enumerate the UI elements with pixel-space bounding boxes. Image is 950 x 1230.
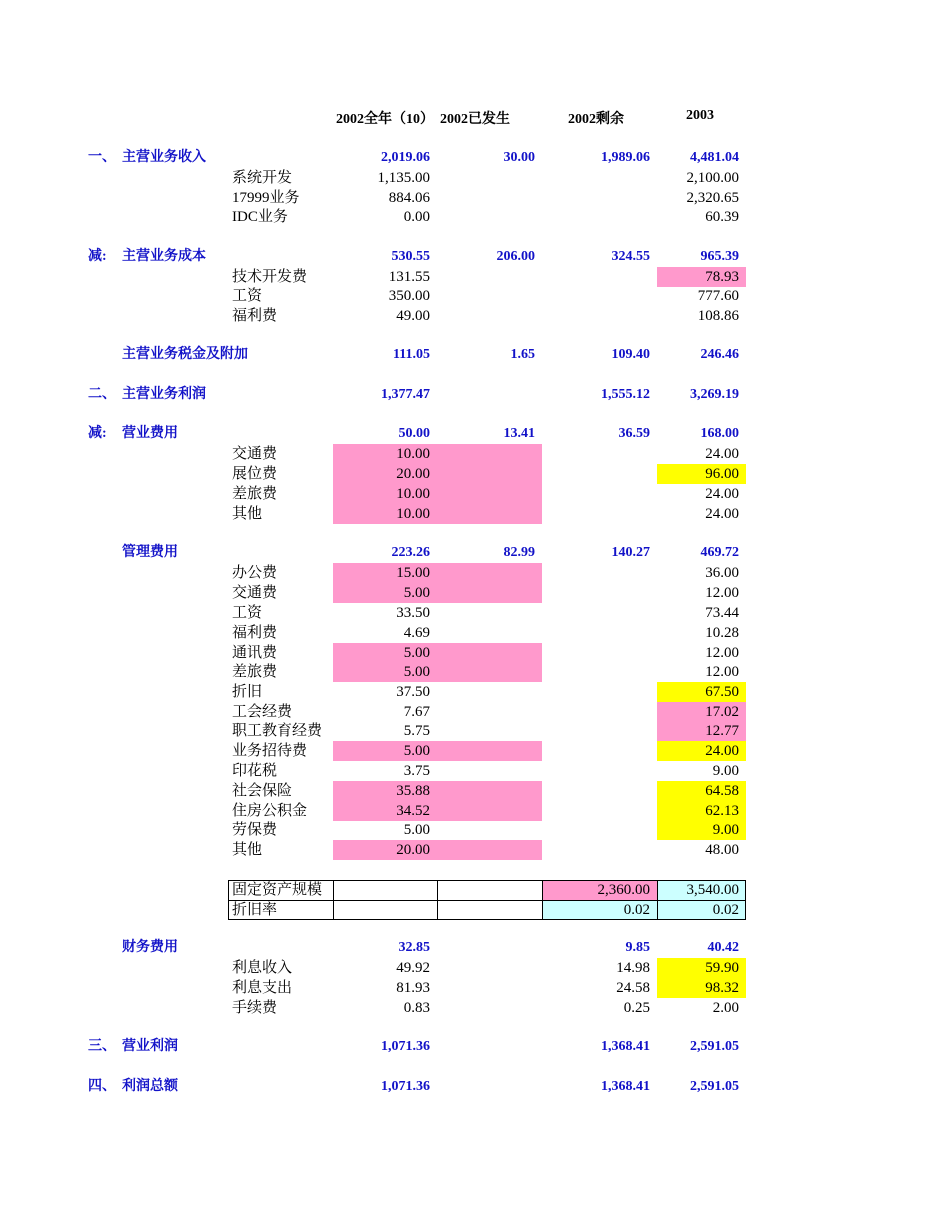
value-cell: 2,019.06 bbox=[381, 150, 430, 165]
operating-profit-row bbox=[0, 1037, 950, 1057]
value-cell: 1,555.12 bbox=[601, 387, 650, 402]
row-label: 折旧率 bbox=[232, 902, 278, 918]
value-cell: 0.83 bbox=[403, 1000, 430, 1016]
total-profit-row bbox=[0, 1077, 950, 1097]
value-cell: 35.88 bbox=[333, 781, 437, 801]
highlight-cell bbox=[437, 583, 542, 603]
value-cell: 40.42 bbox=[707, 940, 739, 955]
row-label: 差旅费 bbox=[232, 486, 278, 502]
table-row bbox=[0, 721, 950, 741]
profit-title: 主营业务利润 bbox=[122, 387, 206, 402]
tax-title: 主营业务税金及附加 bbox=[122, 347, 248, 362]
value-cell: 884.06 bbox=[388, 190, 430, 206]
value-cell: 1,989.06 bbox=[601, 150, 650, 165]
selling-title: 营业费用 bbox=[122, 426, 178, 441]
table-row bbox=[0, 444, 950, 464]
value-cell: 34.52 bbox=[333, 801, 437, 821]
value-cell: 2,591.05 bbox=[690, 1039, 739, 1054]
value-cell: 4.69 bbox=[403, 625, 430, 641]
value-cell: 0.02 bbox=[657, 900, 746, 920]
value-cell: 2,320.65 bbox=[686, 190, 739, 206]
value-cell: 60.39 bbox=[705, 209, 739, 225]
value-cell: 67.50 bbox=[657, 682, 746, 702]
row-label: IDC业务 bbox=[232, 209, 288, 225]
row-label: 办公费 bbox=[232, 565, 278, 581]
table-row bbox=[0, 781, 950, 801]
value-cell: 1,368.41 bbox=[601, 1039, 650, 1054]
table-row bbox=[0, 801, 950, 821]
revenue-title: 主营业务收入 bbox=[122, 150, 206, 165]
value-cell: 73.44 bbox=[705, 605, 739, 621]
row-label: 业务招待费 bbox=[232, 743, 308, 759]
value-cell: 5.00 bbox=[403, 822, 430, 838]
highlight-cell bbox=[437, 801, 542, 821]
value-cell: 4,481.04 bbox=[690, 150, 739, 165]
highlight-cell bbox=[437, 563, 542, 583]
value-cell: 20.00 bbox=[333, 464, 437, 484]
value-cell: 350.00 bbox=[388, 288, 430, 304]
value-cell: 64.58 bbox=[657, 781, 746, 801]
grid-line bbox=[542, 881, 543, 919]
section-number: 减: bbox=[88, 249, 107, 264]
value-cell: 5.00 bbox=[333, 643, 437, 663]
row-label: 工资 bbox=[232, 288, 263, 304]
row-label: 其他 bbox=[232, 842, 263, 858]
revenue-total-row bbox=[0, 148, 950, 168]
highlight-cell bbox=[437, 444, 542, 464]
value-cell: 0.00 bbox=[403, 209, 430, 225]
grid-line bbox=[333, 881, 334, 919]
table-row bbox=[0, 643, 950, 663]
table-row bbox=[0, 267, 950, 287]
value-cell: 30.00 bbox=[503, 150, 535, 165]
table-row bbox=[0, 603, 950, 623]
highlight-cell bbox=[437, 464, 542, 484]
value-cell: 223.26 bbox=[391, 545, 430, 560]
table-row bbox=[0, 623, 950, 643]
value-cell: 111.05 bbox=[393, 347, 430, 362]
value-cell: 2,591.05 bbox=[690, 1079, 739, 1094]
table-row bbox=[0, 702, 950, 722]
row-label: 展位费 bbox=[232, 466, 278, 482]
value-cell: 206.00 bbox=[496, 249, 535, 264]
highlight-cell bbox=[437, 840, 542, 860]
value-cell: 1,135.00 bbox=[377, 170, 430, 186]
header-col-occurred: 2002已发生 bbox=[440, 112, 510, 127]
value-cell: 24.00 bbox=[705, 506, 739, 522]
operating-profit-title: 营业利润 bbox=[122, 1039, 178, 1054]
value-cell: 131.55 bbox=[388, 269, 430, 285]
table-row bbox=[0, 464, 950, 484]
section-number: 四、 bbox=[88, 1079, 116, 1094]
highlight-cell bbox=[437, 504, 542, 524]
value-cell: 168.00 bbox=[700, 426, 739, 441]
value-cell: 324.55 bbox=[611, 249, 650, 264]
value-cell: 0.25 bbox=[623, 1000, 650, 1016]
row-label: 工资 bbox=[232, 605, 263, 621]
value-cell: 3.75 bbox=[403, 763, 430, 779]
table-row bbox=[0, 998, 950, 1018]
value-cell: 62.13 bbox=[657, 801, 746, 821]
value-cell: 777.60 bbox=[697, 288, 739, 304]
row-label: 差旅费 bbox=[232, 664, 278, 680]
row-label: 其他 bbox=[232, 506, 263, 522]
table-row bbox=[0, 662, 950, 682]
header-col-2003: 2003 bbox=[686, 108, 714, 123]
value-cell: 20.00 bbox=[333, 840, 437, 860]
row-label: 利息支出 bbox=[232, 980, 293, 996]
row-label: 技术开发费 bbox=[232, 269, 308, 285]
value-cell: 2,360.00 bbox=[542, 880, 657, 900]
highlight-cell bbox=[437, 781, 542, 801]
admin-title: 管理费用 bbox=[122, 545, 178, 560]
table-row bbox=[0, 583, 950, 603]
table-row bbox=[0, 958, 950, 978]
cost-total-row bbox=[0, 247, 950, 267]
value-cell: 1.65 bbox=[510, 347, 535, 362]
value-cell: 5.75 bbox=[403, 723, 430, 739]
value-cell: 9.85 bbox=[625, 940, 650, 955]
value-cell: 9.00 bbox=[657, 820, 746, 840]
value-cell: 82.99 bbox=[503, 545, 535, 560]
value-cell: 5.00 bbox=[333, 741, 437, 761]
value-cell: 36.00 bbox=[705, 565, 739, 581]
section-number: 三、 bbox=[88, 1039, 116, 1054]
row-label: 折旧 bbox=[232, 684, 263, 700]
finance-total-row bbox=[0, 938, 950, 958]
row-label: 印花税 bbox=[232, 763, 278, 779]
row-label: 交通费 bbox=[232, 446, 278, 462]
value-cell: 1,377.47 bbox=[381, 387, 430, 402]
table-row bbox=[0, 188, 950, 208]
value-cell: 33.50 bbox=[396, 605, 430, 621]
table-row bbox=[0, 820, 950, 840]
table-row bbox=[0, 840, 950, 860]
finance-title: 财务费用 bbox=[122, 940, 178, 955]
value-cell: 469.72 bbox=[700, 545, 739, 560]
header-col-remaining: 2002剩余 bbox=[568, 112, 624, 127]
value-cell: 2.00 bbox=[712, 1000, 739, 1016]
row-label: 交通费 bbox=[232, 585, 278, 601]
value-cell: 24.00 bbox=[657, 741, 746, 761]
selling-total-row bbox=[0, 424, 950, 444]
table-row bbox=[0, 682, 950, 702]
value-cell: 48.00 bbox=[705, 842, 739, 858]
tax-total-row bbox=[0, 345, 950, 365]
value-cell: 59.90 bbox=[657, 958, 746, 978]
value-cell: 15.00 bbox=[333, 563, 437, 583]
value-cell: 24.58 bbox=[616, 980, 650, 996]
row-label: 职工教育经费 bbox=[232, 723, 323, 739]
row-label: 通讯费 bbox=[232, 645, 278, 661]
highlight-cell bbox=[437, 662, 542, 682]
table-row bbox=[0, 741, 950, 761]
value-cell: 9.00 bbox=[712, 763, 739, 779]
value-cell: 10.00 bbox=[333, 444, 437, 464]
value-cell: 12.00 bbox=[705, 585, 739, 601]
row-label: 劳保费 bbox=[232, 822, 278, 838]
value-cell: 7.67 bbox=[403, 704, 430, 720]
row-label: 住房公积金 bbox=[232, 803, 308, 819]
value-cell: 530.55 bbox=[391, 249, 430, 264]
table-row bbox=[0, 306, 950, 326]
value-cell: 10.28 bbox=[705, 625, 739, 641]
table-row bbox=[0, 168, 950, 188]
value-cell: 24.00 bbox=[705, 486, 739, 502]
value-cell: 108.86 bbox=[697, 308, 739, 324]
value-cell: 1,071.36 bbox=[381, 1079, 430, 1094]
value-cell: 49.00 bbox=[396, 308, 430, 324]
value-cell: 3,269.19 bbox=[690, 387, 739, 402]
admin-total-row bbox=[0, 543, 950, 563]
profit-total-row bbox=[0, 385, 950, 405]
highlight-cell bbox=[437, 643, 542, 663]
value-cell: 1,368.41 bbox=[601, 1079, 650, 1094]
value-cell: 36.59 bbox=[618, 426, 650, 441]
value-cell: 12.77 bbox=[657, 721, 746, 741]
value-cell: 10.00 bbox=[333, 504, 437, 524]
highlight-cell bbox=[437, 484, 542, 504]
header-col-full-year: 2002全年（10） bbox=[336, 112, 434, 127]
value-cell: 2,100.00 bbox=[686, 170, 739, 186]
value-cell: 0.02 bbox=[542, 900, 657, 920]
section-number: 二、 bbox=[88, 387, 116, 402]
cost-title: 主营业务成本 bbox=[122, 249, 206, 264]
table-row bbox=[0, 761, 950, 781]
value-cell: 78.93 bbox=[657, 267, 746, 287]
value-cell: 12.00 bbox=[705, 664, 739, 680]
value-cell: 37.50 bbox=[396, 684, 430, 700]
table-row bbox=[0, 978, 950, 998]
row-label: 固定资产规模 bbox=[232, 882, 323, 898]
table-row bbox=[0, 563, 950, 583]
row-label: 17999业务 bbox=[232, 190, 300, 206]
fixed-assets-table-border bbox=[228, 880, 746, 920]
value-cell: 24.00 bbox=[705, 446, 739, 462]
table-row bbox=[0, 207, 950, 227]
row-label: 系统开发 bbox=[232, 170, 293, 186]
value-cell: 50.00 bbox=[398, 426, 430, 441]
value-cell: 81.93 bbox=[396, 980, 430, 996]
table-row bbox=[0, 286, 950, 306]
grid-line bbox=[657, 881, 658, 919]
value-cell: 32.85 bbox=[398, 940, 430, 955]
value-cell: 5.00 bbox=[333, 662, 437, 682]
row-label: 工会经费 bbox=[232, 704, 293, 720]
table-row bbox=[0, 484, 950, 504]
value-cell: 3,540.00 bbox=[657, 880, 746, 900]
value-cell: 49.92 bbox=[396, 960, 430, 976]
value-cell: 109.40 bbox=[611, 347, 650, 362]
value-cell: 96.00 bbox=[657, 464, 746, 484]
row-label: 福利费 bbox=[232, 308, 278, 324]
grid-line bbox=[229, 900, 745, 901]
value-cell: 12.00 bbox=[705, 645, 739, 661]
value-cell: 965.39 bbox=[700, 249, 739, 264]
row-label: 福利费 bbox=[232, 625, 278, 641]
value-cell: 17.02 bbox=[657, 702, 746, 722]
section-number: 减: bbox=[88, 426, 107, 441]
section-number: 一、 bbox=[88, 150, 116, 165]
row-label: 手续费 bbox=[232, 1000, 278, 1016]
highlight-cell bbox=[437, 741, 542, 761]
value-cell: 246.46 bbox=[700, 347, 739, 362]
row-label: 利息收入 bbox=[232, 960, 293, 976]
value-cell: 10.00 bbox=[333, 484, 437, 504]
value-cell: 1,071.36 bbox=[381, 1039, 430, 1054]
value-cell: 14.98 bbox=[616, 960, 650, 976]
table-row bbox=[0, 504, 950, 524]
grid-line bbox=[437, 881, 438, 919]
value-cell: 5.00 bbox=[333, 583, 437, 603]
total-profit-title: 利润总额 bbox=[122, 1079, 178, 1094]
value-cell: 140.27 bbox=[611, 545, 650, 560]
value-cell: 98.32 bbox=[657, 978, 746, 998]
value-cell: 13.41 bbox=[503, 426, 535, 441]
row-label: 社会保险 bbox=[232, 783, 293, 799]
